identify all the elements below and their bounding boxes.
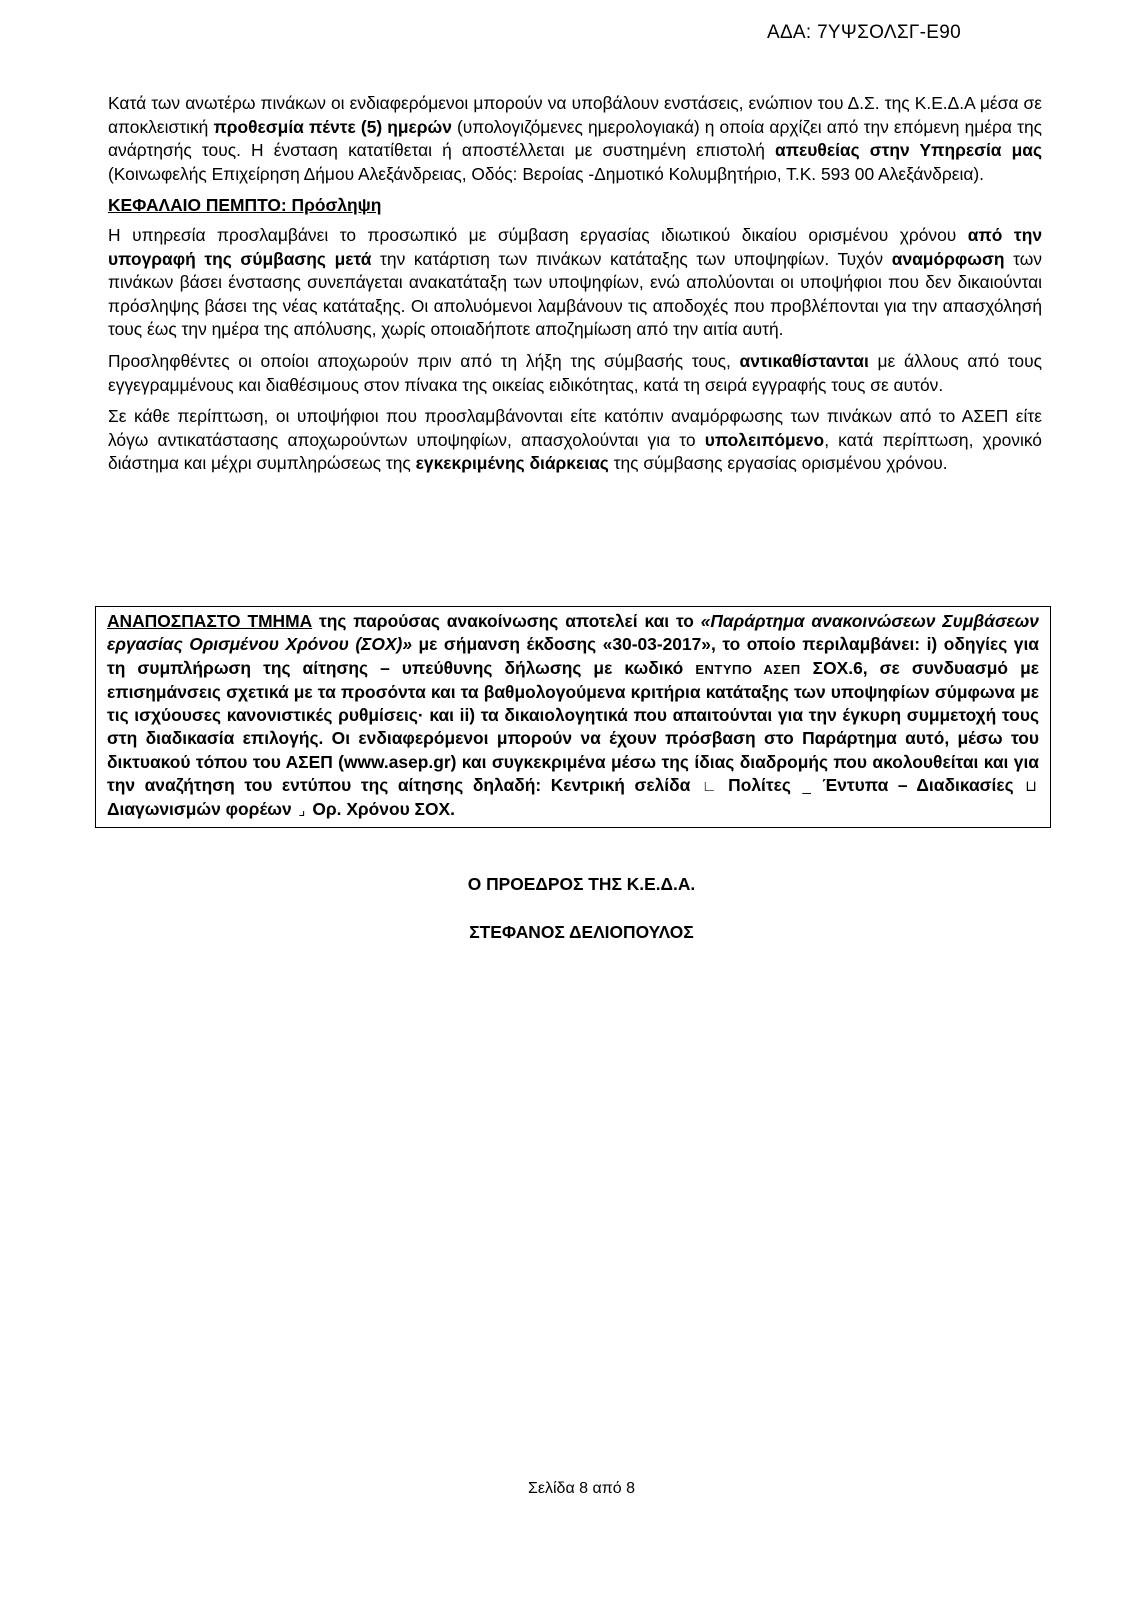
duration-paragraph: Σε κάθε περίπτωση, οι υποψήφιοι που προσλαμβάνονται είτε κατόπιν αναμόρφωσης των πινάκων από το ΑΣΕΠ είτε λόγω αντικατάστασης αποχωρούντων υποψηφίων, απασχολούνται για το υπολειπόμενο, κατά περίπτωση, χρονικό διάστημα και μέχρι συμπληρώσεως της εγκεκριμένης διάρκειας της σύμβασης εργασίας ορισμένου χρόνου. (108, 406, 1042, 474)
path-separator-icon: ∟ (701, 778, 717, 796)
path-separator-icon: _ (802, 778, 811, 796)
chapter-heading: ΚΕΦΑΛΑΙΟ ΠΕΜΠΤΟ: Πρόσληψη (108, 195, 382, 216)
annex-notice-box: ΑΝΑΠΟΣΠΑΣΤΟ ΤΜΗΜΑ της παρούσας ανακοίνωσης αποτελεί και το «Παράρτημα ανακοινώσεων Συμβάσεων εργασίας Ορισμένου Χρόνου (ΣΟΧ)» με σήμανση έκδοσης «30-03-2017», το οποίο περιλαμβάνει: i) οδηγίες για τη συμπλήρωση της αίτησης – υπεύθυνης δήλωσης με κωδικό ΕΝΤΥΠΟ ΑΣΕΠ ΣΟΧ.6, σε συνδυασμό με επισημάνσεις σχετικά με τα προσόντα και τα βαθμολογούμενα κριτήρια κατάταξης των υποψηφίων σύμφωνα με τις ισχύουσες κανονιστικές ρυθμίσεις· και ii) τα δικαιολογητικά που απαιτούνται για την έγκυρη συμμετοχή τους στη διαδικασία επιλογής. Οι ενδιαφερόμενοι μπορούν να έχουν πρόσβαση στο Παράρτημα αυτό, μέσω του δικτυακού τόπου του ΑΣΕΠ (www.asep.gr) και συγκεκριμένα μέσω της ίδιας διαδρομής που ακολουθείται και για την αναζήτηση του εντύπου της αίτησης δηλαδή: Κεντρική σελίδα ∟ Πολίτες _ Έντυπα – Διαδικασίες ⊔ Διαγωνισμών φορέων ⌟ Ορ. Χρόνου ΣΟΧ. (95, 606, 1051, 828)
hiring-paragraph: Η υπηρεσία προσλαμβάνει το προσωπικό με σύμβαση εργασίας ιδιωτικού δικαίου ορισμένου χρόνου από την υπογραφή της σύμβασης μετά την κατάρτιση των πινάκων κατάταξης των υποψηφίων. Τυχόν αναμόρφωση των πινάκων βάσει ένστασης συνεπάγεται ανακατάταξη των υποψηφίων, ενώ απολύονται οι υποψήφιοι που δεν δικαιούνται πρόσληψης βάσει της νέας κατάταξης. Οι απολυόμενοι λαμβάνουν τις αποδοχές που προβλέπονται για την απασχόλησή τους έως την ημέρα της απόλυσης, χωρίς οποιαδήποτε αποζημίωση από την αιτία αυτή. (108, 224, 1042, 340)
document-body (108, 92, 1042, 484)
signature-title: Ο ΠΡΟΕΔΡΟΣ ΤΗΣ Κ.Ε.Δ.Α. (467, 874, 696, 894)
signature-name: ΣΤΕΦΑΝΟΣ ΔΕΛΙΟΠΟΥΛΟΣ (469, 922, 694, 942)
path-separator-icon: ⊔ (1025, 778, 1037, 796)
replacement-paragraph: Προσληφθέντες οι οποίοι αποχωρούν πριν από τη λήξη της σύμβασής τους, αντικαθίστανται με άλλους από τους εγγεγραμμένους και διαθέσιμους στον πίνακα της οικείας ειδικότητας, κατά τη σειρά εγγραφής τους σε αυτόν. (108, 350, 1042, 395)
objections-paragraph: Κατά των ανωτέρω πινάκων οι ενδιαφερόμενοι μπορούν να υποβάλουν ενστάσεις, ενώπιον του Δ.Σ. της Κ.Ε.Δ.Α μέσα σε αποκλειστική προθεσμία πέντε (5) ημερών (υπολογιζόμενες ημερολογιακά) η οποία αρχίζει από την επόμενη ημέρα της ανάρτησής τους. Η ένσταση κατατίθεται ή αποστέλλεται με συστημένη επιστολή απευθείας στην Υπηρεσία μας (Κοινωφελής Επιχείρηση Δήμου Αλεξάνδρειας, Οδός: Βεροίας -Δημοτικό Κολυμβητήριο, Τ.Κ. 593 00 Αλεξάνδρεια). (108, 93, 1043, 184)
ada-code: ΑΔΑ: 7ΥΨΣΟΛΣΓ-Ε90 (766, 22, 961, 43)
page-number: Σελίδα 8 από 8 (527, 1480, 636, 1497)
path-separator-icon: ⌟ (298, 802, 306, 820)
